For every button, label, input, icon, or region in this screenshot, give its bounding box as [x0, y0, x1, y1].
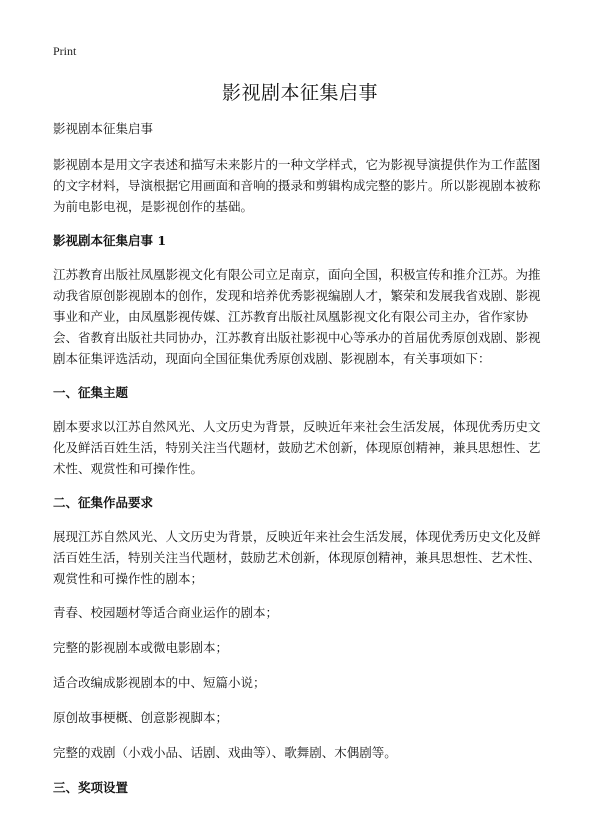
requirement-item: 青春、校园题材等适合商业运作的剧本；	[53, 605, 279, 620]
section-heading-theme: 一、征集主题	[53, 385, 129, 400]
document-title: 影视剧本征集启事	[221, 82, 378, 104]
requirement-item: 适合改编成影视剧本的中、短篇小说；	[53, 675, 266, 690]
section-body-requirements: 展现江苏自然风光、人文历史为背景，反映近年来社会生活发展，体现优秀历史文化及鲜活百姓生活，特别关注当代题材，鼓励艺术创新，体现原创精神，兼具思想性、艺术性、观赏性和可操作性的剧本；	[53, 529, 541, 586]
intro-paragraph: 影视剧本是用文字表述和描写未来影片的一种文学样式，它为影视导演提供作为工作蓝图的文字材料，导演根据它用画面和音响的摄录和剪辑构成完整的影片。所以影视剧本被称为前电影电视，是影视创作的基础。	[53, 157, 541, 214]
section-heading-requirements: 二、征集作品要求	[53, 495, 154, 510]
requirement-item: 完整的影视剧本或微电影剧本；	[53, 640, 229, 655]
document-content	[53, 118, 549, 811]
requirement-item: 完整的戏剧（小戏小品、话剧、戏曲等）、歌舞剧、木偶剧等。	[53, 745, 397, 760]
print-link[interactable]: Print	[53, 44, 77, 58]
document-subtitle: 影视剧本征集启事	[53, 121, 154, 136]
notice-heading: 影视剧本征集启事 1	[53, 233, 167, 248]
requirement-item: 原创故事梗概、创意影视脚本；	[53, 710, 229, 725]
notice-paragraph: 江苏教育出版社凤凰影视文化有限公司立足南京，面向全国，积极宣传和推介江苏。为推动我省原创影视剧本的创作，发现和培养优秀影视编剧人才，繁荣和发展我省戏剧、影视事业和产业，由凤凰影视传媒、江苏教育出版社凤凰影视文化有限公司主办，省作家协会、省教育出版社共同协办，江苏教育出版社影视中心等承办的首届优秀原创戏剧、影视剧本征集评选活动，现面向全国征集优秀原创戏剧、影视剧本，有关事项如下：	[53, 267, 541, 366]
section-body-theme: 剧本要求以江苏自然风光、人文历史为背景，反映近年来社会生活发展，体现优秀历史文化及鲜活百姓生活，特别关注当代题材，鼓励艺术创新，体现原创精神，兼具思想性、艺术性、观赏性和可操作性。	[53, 419, 541, 476]
section-heading-awards: 三、奖项设置	[53, 780, 129, 795]
